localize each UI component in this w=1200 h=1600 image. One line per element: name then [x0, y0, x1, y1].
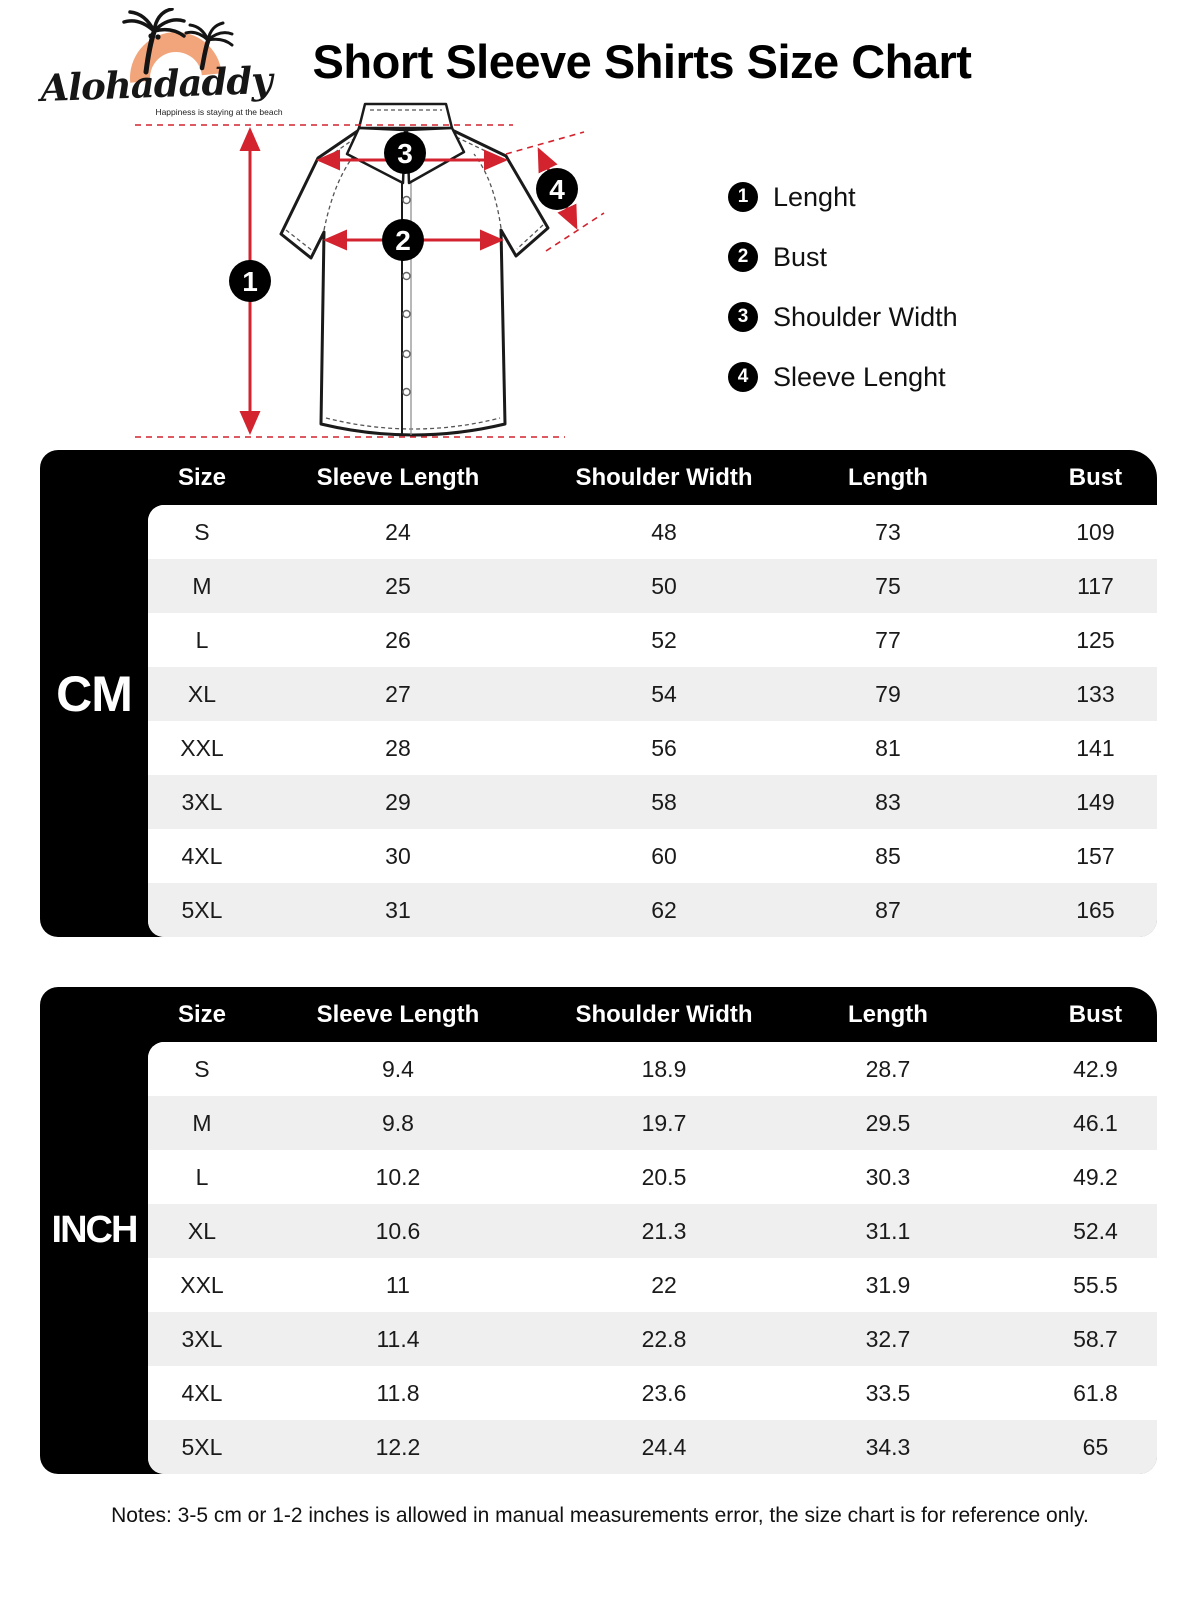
- table-cell: 3XL: [181, 788, 223, 815]
- table-cell: 10.6: [375, 1217, 421, 1244]
- unit-label: CM: [56, 665, 132, 722]
- table-main: [148, 450, 1157, 937]
- brand-tagline: Happiness is staying at the beach: [155, 107, 283, 117]
- table-header-row: [148, 450, 1157, 505]
- table-cell: 11: [386, 1271, 410, 1298]
- table-cell: 61.8: [1073, 1379, 1118, 1406]
- legend-badge-2: 2: [728, 242, 758, 272]
- diagram-badge-3: [384, 132, 426, 174]
- table-cell: 22: [651, 1271, 677, 1298]
- table-row: [148, 829, 1157, 883]
- table-body: [148, 505, 1157, 937]
- svg-text:3: 3: [397, 138, 413, 169]
- legend-item-bust: [728, 242, 958, 272]
- table-body: [148, 1042, 1157, 1474]
- legend-label: Lenght: [773, 181, 856, 212]
- table-row: [148, 1258, 1157, 1312]
- table-cell: XXL: [180, 734, 224, 761]
- measurement-legend: [728, 182, 958, 392]
- table-cell: 65: [1082, 1433, 1109, 1460]
- table-cell: 9.8: [381, 1109, 414, 1136]
- table-cell: 33.5: [865, 1379, 911, 1406]
- table-cell: 46.1: [1073, 1109, 1118, 1136]
- table-cell: 81: [875, 734, 901, 761]
- table-cell: 11.4: [376, 1325, 420, 1352]
- table-cell: 29: [385, 788, 411, 815]
- table-cell: 52: [651, 626, 677, 653]
- table-cell: 109: [1076, 518, 1115, 545]
- legend-badge-3: 3: [728, 302, 758, 332]
- legend-label: Sleeve Lenght: [773, 361, 946, 392]
- page-title: Short Sleeve Shirts Size Chart: [312, 35, 972, 88]
- table-cell: 125: [1076, 626, 1115, 653]
- table-main: [148, 987, 1157, 1474]
- table-row: [148, 613, 1157, 667]
- table-cell: 23.6: [641, 1379, 687, 1406]
- table-cell: 34.3: [865, 1433, 911, 1460]
- table-cell: 27: [385, 680, 411, 707]
- legend-item-sleeve-length: [728, 362, 958, 392]
- column-header: Size: [177, 463, 226, 491]
- table-cell: 117: [1077, 572, 1114, 599]
- table-row: [148, 667, 1157, 721]
- table-row: [148, 1150, 1157, 1204]
- table-row: [148, 505, 1157, 559]
- table-row: [148, 1420, 1157, 1474]
- table-cell: 31: [385, 896, 411, 923]
- table-cell: M: [192, 1109, 212, 1136]
- table-row: [148, 559, 1157, 613]
- legend-label: Bust: [773, 241, 828, 272]
- table-cell: 26: [385, 626, 411, 653]
- table-cell: 3XL: [181, 1325, 223, 1352]
- column-header: Sleeve Length: [316, 463, 480, 491]
- table-cell: 30: [385, 842, 411, 869]
- table-cell: L: [195, 1163, 209, 1190]
- column-header: Bust: [1068, 463, 1123, 491]
- column-header: Size: [177, 1000, 226, 1028]
- table-cell: 165: [1076, 896, 1115, 923]
- table-cell: 4XL: [181, 842, 223, 869]
- table-row: [148, 1312, 1157, 1366]
- table-cell: 42.9: [1073, 1055, 1118, 1082]
- table-cell: 28.7: [865, 1055, 911, 1082]
- table-cell: 50: [651, 572, 677, 599]
- table-cell: 149: [1076, 788, 1115, 815]
- table-cell: 30.3: [865, 1163, 911, 1190]
- table-cell: 12.2: [375, 1433, 421, 1460]
- column-header: Length: [847, 463, 928, 491]
- table-cell: XXL: [180, 1271, 224, 1298]
- table-cell: 49.2: [1073, 1163, 1118, 1190]
- table-row: [148, 1042, 1157, 1096]
- table-cell: 5XL: [181, 896, 223, 923]
- table-row: [148, 1366, 1157, 1420]
- brand-name: Alohadaddy: [39, 57, 273, 111]
- diagram-badge-2: [382, 219, 424, 261]
- table-cell: 4XL: [181, 1379, 223, 1406]
- table-cell: 83: [875, 788, 901, 815]
- table-cell: 25: [385, 572, 411, 599]
- table-cell: 87: [875, 896, 901, 923]
- legend-item-shoulder-width: [728, 302, 958, 332]
- table-cell: S: [194, 518, 210, 545]
- table-row: [148, 1096, 1157, 1150]
- table-cell: 18.9: [641, 1055, 687, 1082]
- table-cell: 55.5: [1073, 1271, 1118, 1298]
- size-table-inch: [40, 987, 1157, 1474]
- table-row: [148, 883, 1157, 937]
- diagram-badge-1: [229, 260, 271, 302]
- table-cell: 141: [1076, 734, 1115, 761]
- table-cell: 56: [651, 734, 677, 761]
- table-cell: 52.4: [1073, 1217, 1118, 1244]
- table-cell: 21.3: [641, 1217, 687, 1244]
- table-cell: 48: [651, 518, 677, 545]
- table-cell: 157: [1076, 842, 1115, 869]
- table-cell: S: [194, 1055, 210, 1082]
- table-row: [148, 721, 1157, 775]
- table-cell: XL: [187, 680, 217, 707]
- table-cell: 133: [1076, 680, 1115, 707]
- table-cell: 85: [875, 842, 901, 869]
- svg-text:2: 2: [395, 225, 411, 256]
- table-cell: 73: [875, 518, 901, 545]
- table-cell: 28: [385, 734, 411, 761]
- table-cell: 22.8: [641, 1325, 687, 1352]
- unit-label: INCH: [51, 1209, 137, 1251]
- column-header: Shoulder Width: [575, 1000, 753, 1028]
- diagram-badge-4: [536, 168, 578, 210]
- table-cell: 24: [385, 518, 411, 545]
- svg-text:4: 4: [549, 174, 565, 205]
- size-table-cm: [40, 450, 1157, 937]
- table-row: [148, 1204, 1157, 1258]
- notes-text: Notes: 3-5 cm or 1-2 inches is allowed in manual measurements error, the size chart is for reference only.: [111, 1504, 1089, 1527]
- legend-badge-1: 1: [728, 182, 758, 212]
- table-cell: 75: [875, 572, 901, 599]
- svg-text:1: 1: [242, 266, 258, 297]
- table-cell: 58.7: [1073, 1325, 1118, 1352]
- table-cell: 31.1: [865, 1217, 911, 1244]
- legend-label: Shoulder Width: [773, 301, 958, 332]
- table-cell: 11.8: [376, 1379, 420, 1406]
- table-cell: 5XL: [181, 1433, 223, 1460]
- table-cell: 19.7: [641, 1109, 687, 1136]
- column-header: Sleeve Length: [316, 1000, 480, 1028]
- table-cell: XL: [187, 1217, 217, 1244]
- legend-badge-4: 4: [728, 362, 758, 392]
- table-cell: 79: [875, 680, 901, 707]
- table-cell: 9.4: [381, 1055, 414, 1082]
- table-cell: 24.4: [641, 1433, 687, 1460]
- table-cell: 20.5: [641, 1163, 687, 1190]
- column-header: Bust: [1068, 1000, 1123, 1028]
- table-cell: 62: [651, 896, 677, 923]
- table-cell: 29.5: [865, 1109, 911, 1136]
- table-cell: 60: [651, 842, 677, 869]
- table-header-row: [148, 987, 1157, 1042]
- column-header: Shoulder Width: [575, 463, 753, 491]
- table-cell: 31.9: [865, 1271, 911, 1298]
- table-cell: 32.7: [865, 1325, 911, 1352]
- extension-line-sleeve-top: [506, 132, 584, 154]
- table-cell: M: [192, 572, 212, 599]
- legend-item-length: [728, 182, 958, 212]
- table-cell: 58: [651, 788, 677, 815]
- extension-line-sleeve-bottom: [546, 213, 604, 251]
- table-cell: 77: [875, 626, 901, 653]
- table-row: [148, 775, 1157, 829]
- table-cell: 54: [651, 680, 677, 707]
- column-header: Length: [847, 1000, 928, 1028]
- table-cell: L: [195, 626, 209, 653]
- shirt-diagram: [125, 88, 635, 460]
- table-cell: 10.2: [375, 1163, 421, 1190]
